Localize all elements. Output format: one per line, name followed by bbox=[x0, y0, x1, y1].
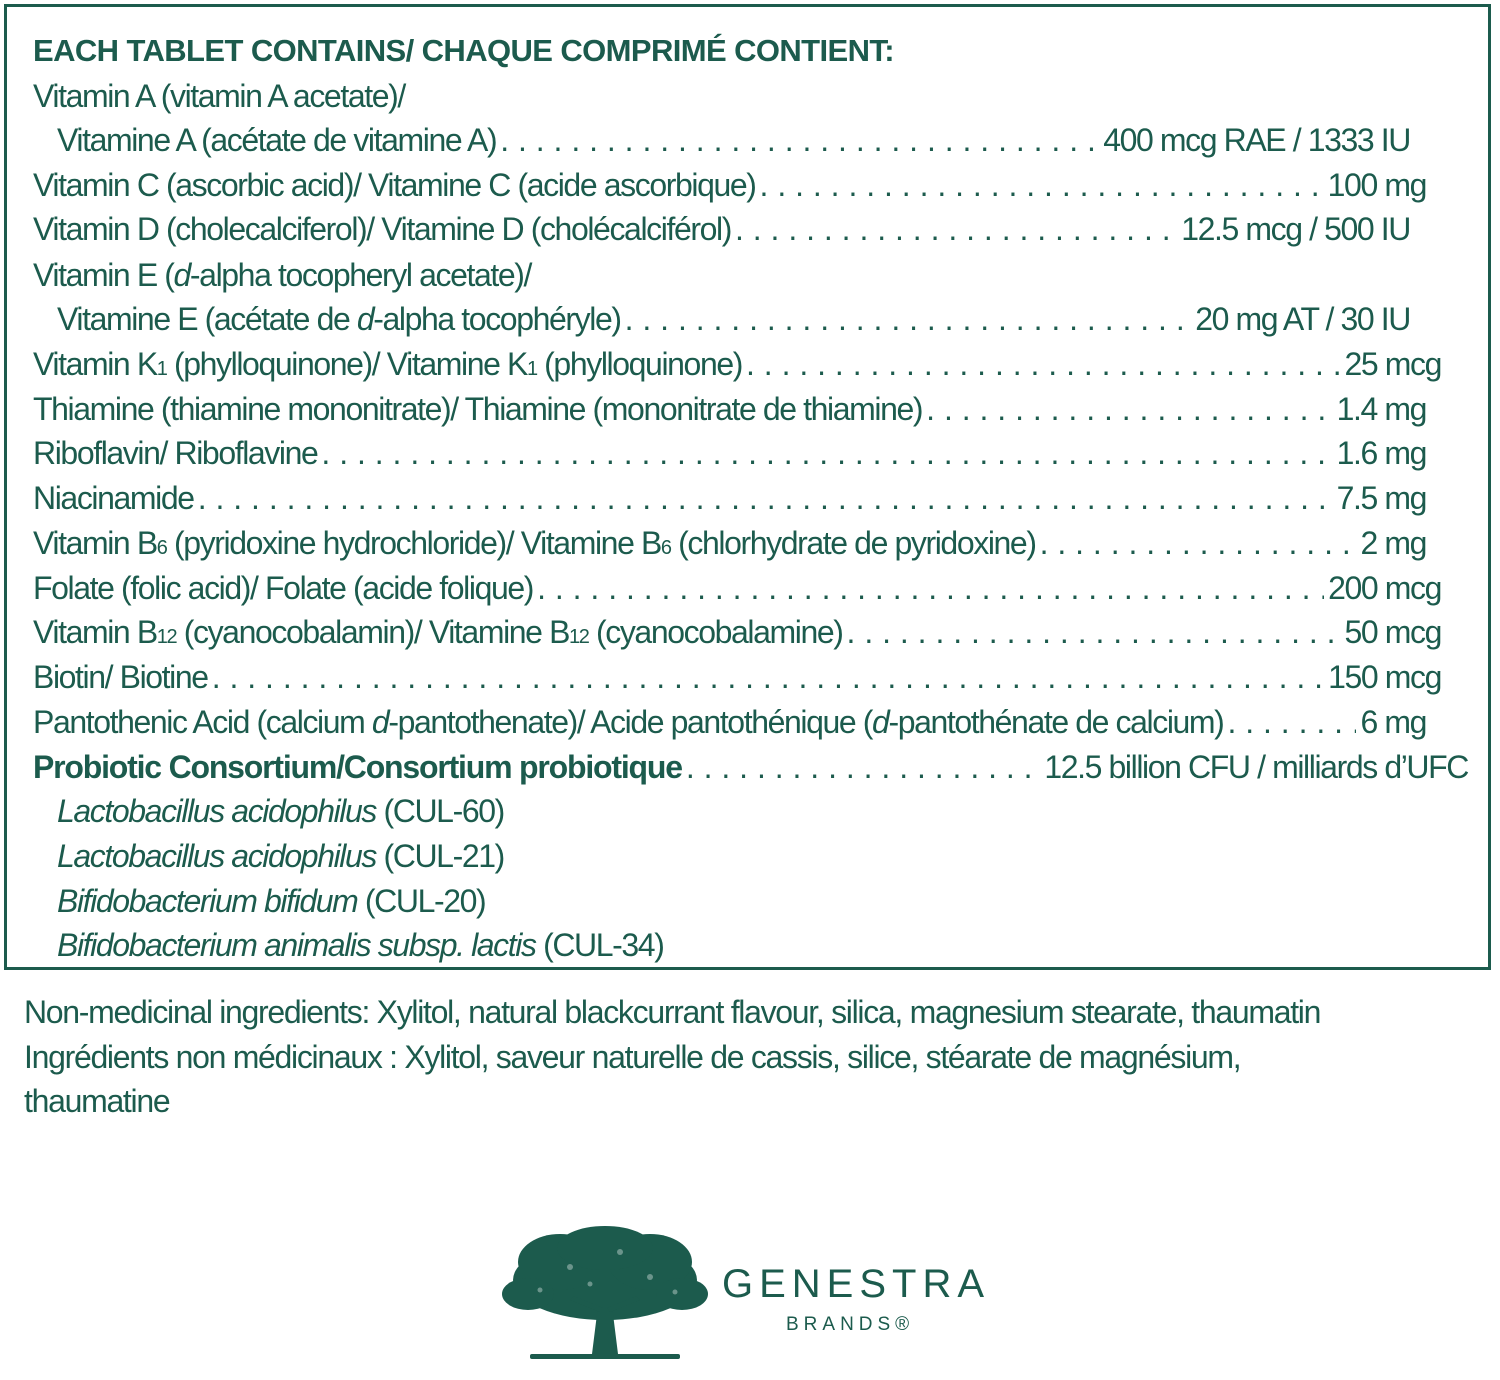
strain-item bbox=[33, 923, 1462, 967]
vitamin-c-amount: 100 mg bbox=[1327, 167, 1426, 203]
text-segment: (chlorhydrate de pyridoxine) bbox=[670, 525, 1036, 561]
riboflavin-label: Riboflavin/ Riboflavine bbox=[33, 435, 318, 471]
text-segment: -alpha tocopheryl acetate)/ bbox=[189, 257, 532, 293]
brand-name: GENESTRA bbox=[722, 1262, 991, 1306]
tree-icon bbox=[500, 1222, 710, 1372]
riboflavin-row bbox=[33, 431, 1426, 475]
thiamine-amount: 1.4 mg bbox=[1336, 391, 1426, 427]
probiotic-label: Probiotic Consortium/Consortium probiotique bbox=[33, 749, 682, 785]
niacinamide-row bbox=[33, 476, 1426, 520]
text-segment: Vitamine E (acétate de bbox=[57, 301, 357, 337]
strain-code: (CUL-21) bbox=[376, 838, 504, 874]
vitamin-e-label bbox=[57, 297, 621, 341]
vitamin-c-label: Vitamin C (ascorbic acid)/ Vitamine C (acide ascorbique) bbox=[33, 167, 756, 203]
strain-item bbox=[33, 834, 1462, 878]
text-segment: Vitamin E ( bbox=[33, 257, 174, 293]
riboflavin-amount: 1.6 mg bbox=[1336, 435, 1426, 471]
brand-logo bbox=[500, 1222, 1000, 1372]
dot-leader bbox=[212, 655, 1324, 699]
dot-leader bbox=[321, 431, 1332, 475]
text-segment: Vitamin K bbox=[33, 346, 157, 382]
thiamine-row bbox=[33, 387, 1426, 431]
subscript: 6 bbox=[156, 537, 167, 559]
folate-row bbox=[33, 566, 1441, 610]
niacinamide-amount: 7.5 mg bbox=[1336, 480, 1426, 516]
dot-leader bbox=[746, 342, 1340, 386]
subscript: 12 bbox=[156, 626, 177, 648]
dot-leader bbox=[847, 610, 1341, 654]
dot-leader bbox=[625, 297, 1192, 341]
strain-item bbox=[33, 789, 1462, 833]
text-segment: (cyanocobalamine) bbox=[588, 614, 843, 650]
brand-subtitle: BRANDS® bbox=[786, 1314, 915, 1335]
biotin-row bbox=[33, 655, 1441, 699]
strain-name: Bifidobacterium animalis subsp. lactis bbox=[57, 927, 536, 963]
text-segment: (cyanocobalamin)/ Vitamine B bbox=[176, 614, 570, 650]
text-segment: (pyridoxine hydrochloride)/ Vitamine B bbox=[166, 525, 661, 561]
text-segment: d bbox=[872, 704, 889, 740]
text-segment: -pantothénate de calcium) bbox=[888, 704, 1224, 740]
vitamin-a-label: Vitamine A (acétate de vitamine A) bbox=[57, 122, 497, 158]
strain-name: Lactobacillus acidophilus bbox=[57, 838, 377, 874]
non-medicinal-fr: Ingrédients non médicinaux : Xylitol, saveur naturelle de cassis, silice, stéarate de magnésium, thaumatine bbox=[24, 1039, 1241, 1119]
supplement-facts-panel bbox=[4, 4, 1491, 970]
dot-leader bbox=[1040, 521, 1357, 565]
biotin-label: Biotin/ Biotine bbox=[33, 659, 208, 695]
pantothenic-amount: 6 mg bbox=[1360, 704, 1426, 740]
text-segment: d bbox=[356, 301, 374, 337]
vitamin-e-amount: 20 mg AT / 30 IU bbox=[1195, 301, 1410, 337]
vitamin-k-label bbox=[33, 342, 742, 391]
folate-label: Folate (folic acid)/ Folate (acide folique) bbox=[33, 570, 534, 606]
biotin-amount: 150 mcg bbox=[1328, 659, 1441, 695]
strain-item bbox=[33, 879, 1462, 923]
folate-amount: 200 mcg bbox=[1328, 570, 1441, 606]
dot-leader bbox=[686, 745, 1041, 789]
vitamin-k-row bbox=[33, 342, 1441, 386]
thiamine-label: Thiamine (thiamine mononitrate)/ Thiamine (mononitrate de thiamine) bbox=[33, 391, 923, 427]
dot-leader bbox=[537, 566, 1324, 610]
strain-name: Lactobacillus acidophilus bbox=[57, 793, 377, 829]
vitamin-e-row bbox=[33, 297, 1410, 341]
dot-leader bbox=[760, 163, 1324, 207]
text-segment: (phylloquinone) bbox=[536, 346, 742, 382]
pantothenic-label bbox=[33, 700, 1223, 744]
dot-leader bbox=[1227, 700, 1356, 744]
vitamin-a-line1: Vitamin A (vitamin A acetate)/ bbox=[33, 78, 405, 114]
strain-name: Bifidobacterium bifidum bbox=[57, 883, 358, 919]
probiotic-row bbox=[33, 745, 1468, 789]
vitamin-b6-label bbox=[33, 521, 1036, 570]
vitamin-e-line1 bbox=[33, 253, 1462, 297]
dot-leader bbox=[735, 207, 1177, 251]
text-segment: -alpha tocophéryle) bbox=[373, 301, 621, 337]
text-segment: -pantothenate)/ Acide pantothénique ( bbox=[388, 704, 873, 740]
vitamin-b6-row bbox=[33, 521, 1426, 565]
vitamin-b12-label bbox=[33, 610, 843, 659]
subscript: 1 bbox=[156, 358, 167, 380]
vitamin-a-amount: 400 mcg RAE / 1333 IU bbox=[1103, 122, 1410, 158]
vitamin-c-row bbox=[33, 163, 1426, 207]
strain-code: (CUL-34) bbox=[535, 927, 664, 963]
dot-leader bbox=[926, 387, 1332, 431]
vitamin-a-row bbox=[33, 118, 1410, 162]
dot-leader bbox=[500, 118, 1099, 162]
non-medicinal-en: Non-medicinal ingredients: Xylitol, natural blackcurrant flavour, silica, magnesium stearate, thaumatin bbox=[24, 994, 1321, 1030]
strain-code: (CUL-20) bbox=[357, 883, 486, 919]
text-segment: d bbox=[371, 704, 389, 740]
text-segment: Pantothenic Acid (calcium bbox=[33, 704, 372, 740]
subscript: 6 bbox=[660, 537, 671, 559]
text-segment: d bbox=[173, 257, 190, 293]
vitamin-k-amount: 25 mcg bbox=[1344, 346, 1441, 382]
vitamin-d-amount: 12.5 mcg / 500 IU bbox=[1181, 211, 1410, 247]
strain-code: (CUL-60) bbox=[376, 793, 504, 829]
subscript: 1 bbox=[526, 358, 537, 380]
vitamin-b12-amount: 50 mcg bbox=[1344, 614, 1441, 650]
probiotic-amount: 12.5 billion CFU / milliards d’UFC bbox=[1044, 749, 1468, 785]
vitamin-d-row bbox=[33, 207, 1410, 251]
dot-leader bbox=[198, 476, 1333, 520]
text-segment: Vitamin B bbox=[33, 614, 157, 650]
subscript: 12 bbox=[569, 626, 589, 648]
vitamin-d-label: Vitamin D (cholecalciferol)/ Vitamine D (cholécalciférol) bbox=[33, 211, 731, 247]
text-segment: (phylloquinone)/ Vitamine K bbox=[166, 346, 527, 382]
pantothenic-row bbox=[33, 700, 1426, 744]
text-segment: Vitamin B bbox=[33, 525, 157, 561]
vitamin-b6-amount: 2 mg bbox=[1360, 525, 1426, 561]
vitamin-b12-row bbox=[33, 610, 1441, 654]
panel-heading: EACH TABLET CONTAINS/ CHAQUE COMPRIMÉ CONTIENT: bbox=[33, 33, 895, 68]
niacinamide-label: Niacinamide bbox=[33, 480, 194, 516]
